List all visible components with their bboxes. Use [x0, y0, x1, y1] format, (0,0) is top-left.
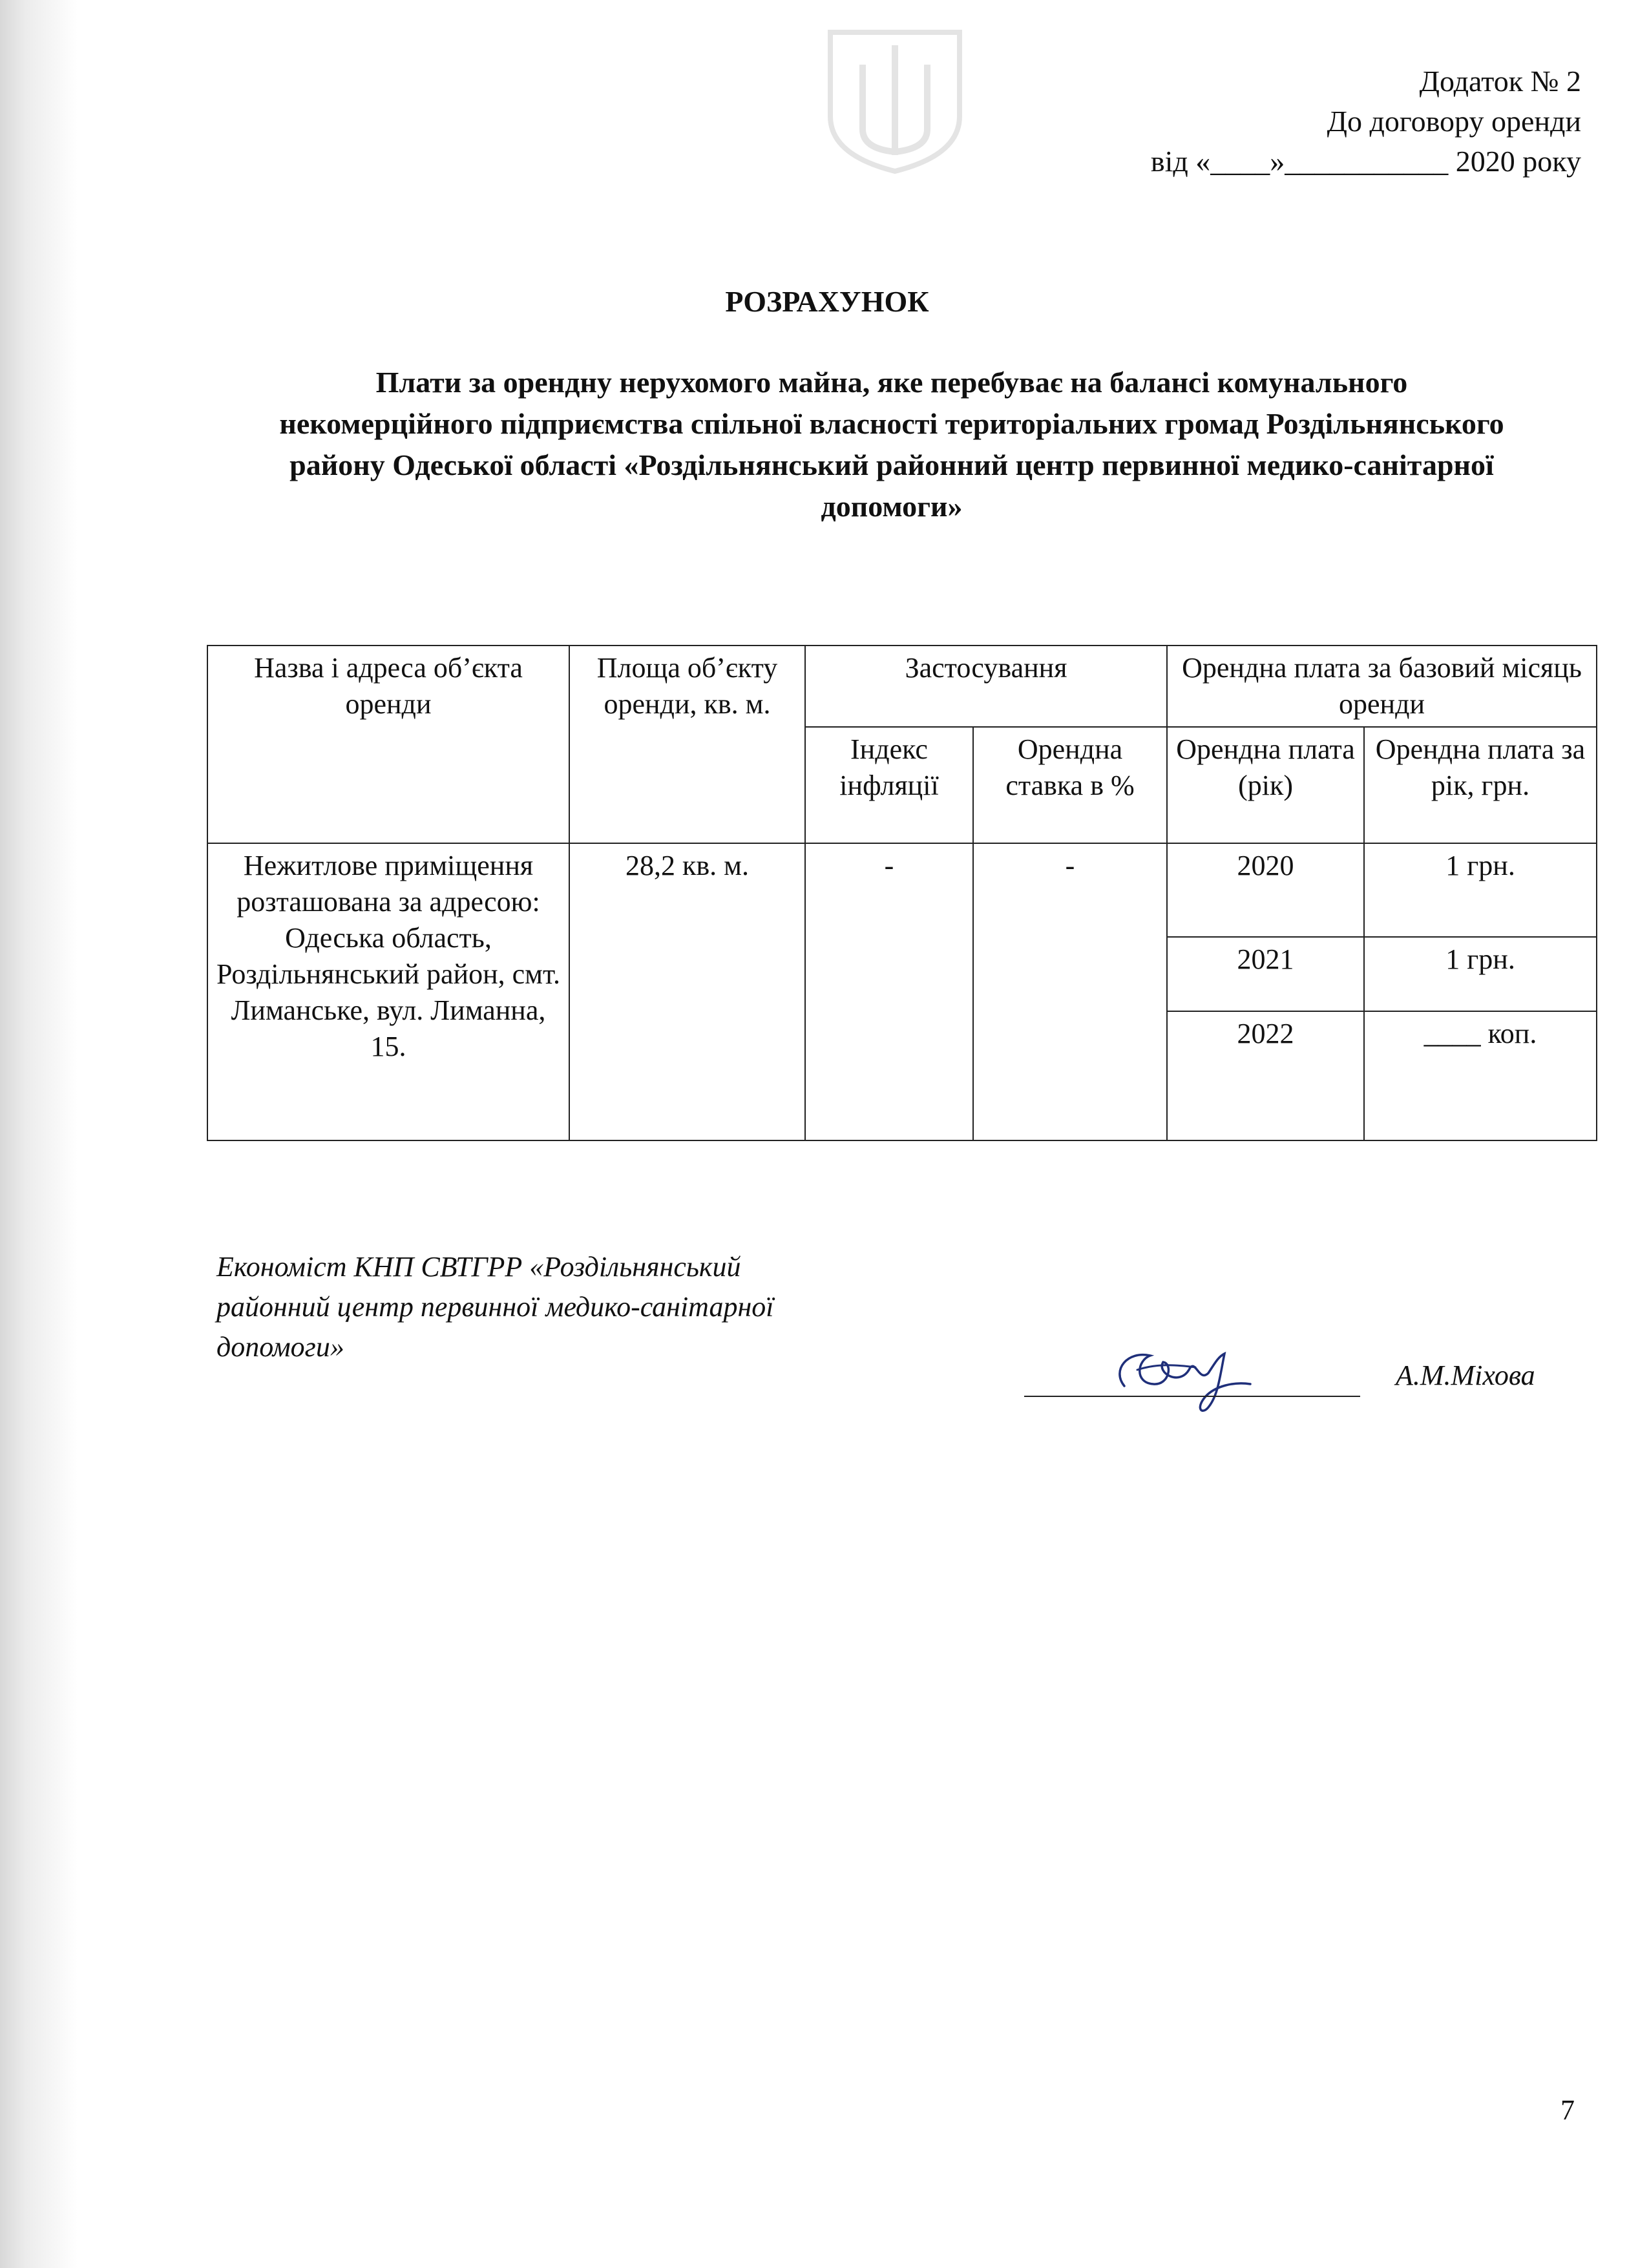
subtitle-line: допомоги»	[821, 490, 963, 523]
position-line: районний центр первинної медико-санітарної	[216, 1291, 774, 1323]
header-object: Назва і адреса об’єкта оренди	[207, 646, 569, 843]
header-rent-per-year: Орендна плата за рік, грн.	[1364, 727, 1597, 843]
area-value: 28,2 кв. м.	[569, 843, 805, 1140]
header-rent-year: Орендна плата (рік)	[1167, 727, 1364, 843]
header-inflation-index: Індекс інфляції	[805, 727, 973, 843]
appendix-header	[806, 61, 1581, 182]
subtitle-line: району Одеської області «Роздільнянський районний центр первинної медико-санітарної	[289, 448, 1494, 481]
rent-year-cell: 2021	[1167, 937, 1364, 1011]
position-line: допомоги»	[216, 1331, 344, 1363]
document-subtitle	[194, 362, 1590, 527]
subtitle-line: некомерційного підприємства спільної власності територіальних громад Роздільнянського	[279, 407, 1504, 440]
header-application: Застосування	[805, 646, 1167, 727]
rate-value: -	[973, 843, 1167, 1140]
table-row	[207, 843, 1597, 937]
rent-amount-cell: ____ коп.	[1364, 1011, 1597, 1140]
rent-calculation-table	[207, 645, 1597, 1141]
position-line: Економіст КНП СВТГРР «Роздільнянський	[216, 1251, 741, 1283]
inflation-value: -	[805, 843, 973, 1140]
header-base-rent: Орендна плата за базовий місяць оренди	[1167, 646, 1597, 727]
document-title: РОЗРАХУНОК	[725, 285, 929, 318]
page-number: 7	[1560, 2094, 1575, 2126]
rent-year-cell: 2020	[1167, 843, 1364, 937]
subtitle-line: Плати за орендну нерухомого майна, яке перебуває на балансі комунального	[375, 366, 1408, 399]
contract-date: від «____»___________ 2020 року	[1150, 145, 1581, 178]
rent-year-cell: 2022	[1167, 1011, 1364, 1140]
appendix-number: Додаток № 2	[1419, 65, 1581, 98]
signature-line	[1024, 1396, 1360, 1397]
header-rent-rate: Орендна ставка в %	[973, 727, 1167, 843]
header-area: Площа об’єкту оренди, кв. м.	[569, 646, 805, 843]
rent-amount-cell: 1 грн.	[1364, 937, 1597, 1011]
rent-amount-cell: 1 грн.	[1364, 843, 1597, 937]
object-description: Нежитлове приміщення розташована за адресою: Одеська область, Роздільнянський район, смт. Лиманське, вул. Лиманна, 15.	[207, 843, 569, 1140]
signatory-position	[216, 1247, 914, 1367]
handwritten-signature	[1098, 1325, 1266, 1415]
contract-reference: До договору оренди	[1327, 105, 1581, 138]
signer-name: А.М.Міхова	[1396, 1360, 1535, 1391]
scan-shadow	[0, 0, 78, 2268]
